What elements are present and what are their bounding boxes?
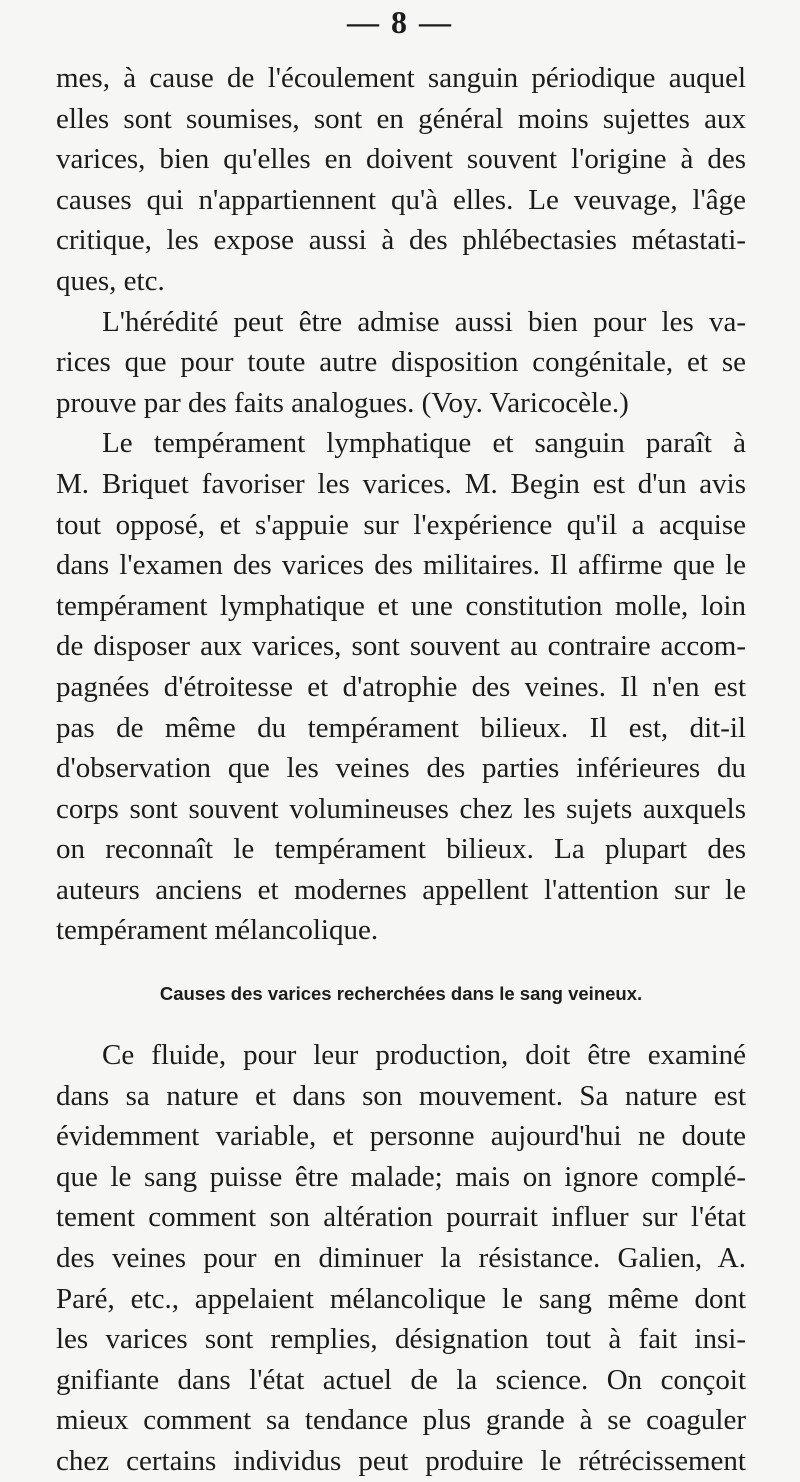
- text-line: tempérament mélancolique.: [56, 914, 379, 947]
- page-number: — 8 —: [347, 4, 453, 40]
- text-line: dans l'examen des varices des militaires. Il affirme que le: [56, 549, 746, 582]
- text-line: ques, etc.: [56, 264, 165, 297]
- section-heading: Causes des varices recherchées dans le sang veineux.: [159, 983, 643, 1005]
- text-line: les varices sont remplies, désignation tout à fait insi-: [56, 1323, 746, 1356]
- text-line: chez certains individus peut produire le rétrécissement: [56, 1445, 746, 1477]
- paragraph-1: [56, 58, 746, 302]
- paragraph-4: [56, 1035, 746, 1482]
- text-line: que le sang puisse être malade; mais on ignore complé-: [56, 1160, 746, 1193]
- text-line: L'hérédité peut être admise aussi bien pour les va-: [102, 305, 746, 338]
- text-line: des veines pour en diminuer la résistance. Galien, A.: [56, 1242, 746, 1275]
- text-line: tement comment son altération pourrait influer sur l'état: [56, 1201, 746, 1234]
- text-line: tempérament lymphatique et une constitution molle, loin: [56, 589, 746, 622]
- text-line: tout opposé, et s'appuie sur l'expérience qu'il a acquise: [56, 508, 746, 541]
- text-line: gnifiante dans l'état actuel de la science. On conçoit: [56, 1363, 746, 1396]
- text-line: auteurs anciens et modernes appellent l'attention sur le: [56, 873, 746, 906]
- text-line: Paré, etc., appelaient mélancolique le sang même dont: [56, 1282, 746, 1315]
- paragraph-3: [56, 423, 746, 951]
- text-line: corps sont souvent volumineuses chez les sujets auxquels: [56, 792, 746, 825]
- text-line: pagnées d'étroitesse et d'atrophie des veines. Il n'en est: [56, 670, 746, 703]
- body-text: [56, 58, 746, 1482]
- text-line: d'observation que les veines des parties inférieures du: [56, 752, 746, 785]
- text-line: varices, bien qu'elles en doivent souvent l'origine à des: [56, 143, 746, 176]
- text-line: prouve par des faits analogues. (Voy. Varicocèle.): [56, 386, 629, 419]
- text-line: Ce fluide, pour leur production, doit être examiné: [102, 1039, 746, 1072]
- text-line: causes qui n'appartiennent qu'à elles. Le veuvage, l'âge: [56, 183, 746, 216]
- text-line: M. Briquet favoriser les varices. M. Begin est d'un avis: [56, 467, 746, 500]
- text-line: rices que pour toute autre disposition congénitale, et se: [56, 346, 746, 379]
- text-line: évidemment variable, et personne aujourd'hui ne doute: [56, 1120, 746, 1153]
- text-line: de disposer aux varices, sont souvent au contraire accom-: [56, 630, 746, 663]
- text-line: critique, les expose aussi à des phlébectasies métastati-: [56, 224, 746, 257]
- text-line: pas de même du tempérament bilieux. Il est, dit-il: [56, 711, 746, 744]
- text-line: mieux comment sa tendance plus grande à se coaguler: [56, 1404, 746, 1437]
- paragraph-2: [56, 302, 746, 424]
- text-line: on reconnaît le tempérament bilieux. La plupart des: [56, 833, 746, 866]
- text-line: elles sont soumises, sont en général moins sujettes aux: [56, 102, 746, 135]
- text-line: dans sa nature et dans son mouvement. Sa nature est: [56, 1079, 746, 1112]
- text-line: mes, à cause de l'écoulement sanguin périodique auquel: [56, 62, 746, 94]
- text-line: Le tempérament lymphatique et sanguin paraît à: [102, 427, 746, 460]
